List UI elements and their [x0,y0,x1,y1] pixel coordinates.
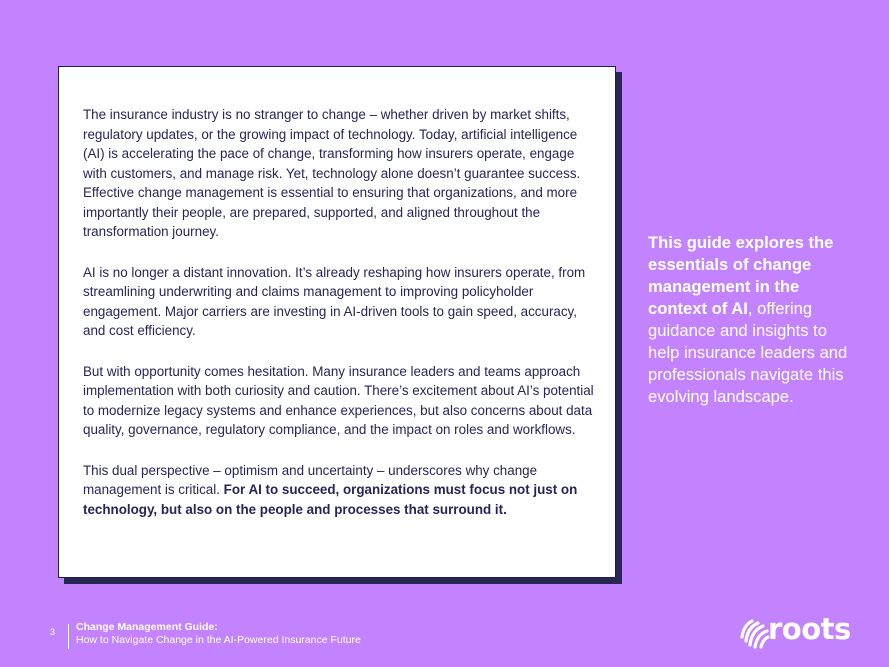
paragraph-hesitation: But with opportunity comes hesitation. Many insurance leaders and teams approach implementation with both curiosity and caution. There’s excitement about AI’s potential to modernize legacy systems and enhance experiences, but also concerns about data quality, governance, regulatory compliance, and the impact on roles and workflows. [83,363,594,437]
roots-logo [738,614,850,650]
footer-title: Change Management Guide: [76,621,218,633]
paragraph-ai-innovation: AI is no longer a distant innovation. It’s already reshaping how insurers operate, from streamlining underwriting and claims management to improving policyholder engagement. Major carriers are investing in AI-driven tools to gain speed, accuracy, and cost efficiency. [83,264,586,338]
paragraph-conclusion [83,461,595,520]
paragraph-intro: The insurance industry is no stranger to change – whether driven by market shifts, regulatory updates, or the growing impact of technology. Today, artificial intelligence (AI) is accelerating the pace of change, transforming how insurers operate, engage with customers, and manage risk. Yet, technology alone doesn’t guarantee success. Effective change management is essential to ensuring that organizations, and more importantly their people, are prepared, supported, and aligned throughout the transformation journey. [83,107,581,239]
footer-divider [68,624,69,649]
callout-bold: This guide explores the essentials of change management in the context of AI [648,233,834,318]
roots-logo-text: roots [768,612,851,646]
guide-summary-callout [648,232,858,408]
footer-subtitle: How to Navigate Change in the AI-Powered Insurance Future [76,634,361,646]
callout-regular: , offering guidance and insights to help insurance leaders and professionals navigate this evolving landscape. [648,299,848,406]
page-number: 3 [50,627,56,637]
paragraph-conclusion-regular: This dual perspective – optimism and uncertainty – underscores why change management is critical. [83,462,538,497]
paragraph-conclusion-bold: For AI to succeed, organizations must focus not just on technology, but also on the people and processes that surround it. [83,482,578,517]
content-card [58,66,616,578]
roots-logo-icon [738,616,772,650]
